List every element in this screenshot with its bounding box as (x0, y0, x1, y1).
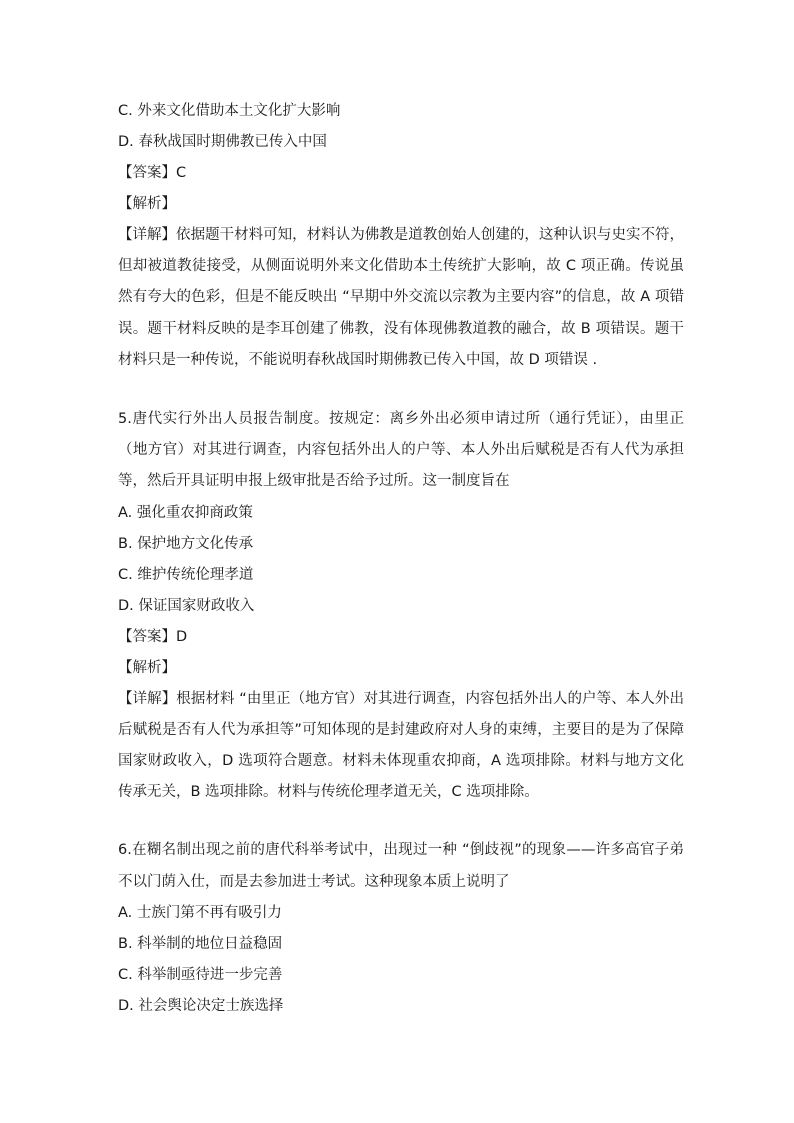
q4-analysis-label: 【解析】 (118, 196, 176, 212)
q5-question: 5.唐代实行外出人员报告制度。按规定：离乡外出必须申请过所（通行凭证），由里正（地方官）对其进行调查，内容包括外出人的户等、本人外出后赋税是否有人代为承担等，然后开具证明申报上级审批是否给予过所。这一制度旨在 (118, 411, 684, 490)
document-page (118, 96, 684, 1022)
q4-answer: 【答案】C (118, 165, 187, 181)
q5-option-b: B. 保护地方文化传承 (118, 535, 254, 552)
q4-option-d: D. 春秋战国时期佛教已传入中国 (118, 134, 327, 150)
spacer (118, 808, 684, 835)
spacer (118, 376, 684, 404)
question-5-block (118, 404, 684, 808)
q6-option-d: D. 社会舆论决定士族选择 (118, 997, 284, 1014)
question-6-block (118, 835, 684, 1021)
question-4-block (118, 96, 684, 376)
q5-option-a: A. 强化重农抑商政策 (118, 504, 253, 521)
q5-analysis-label: 【解析】 (118, 659, 176, 676)
q6-option-a: A. 士族门第不再有吸引力 (118, 904, 282, 921)
q5-option-d: D. 保证国家财政收入 (118, 597, 255, 614)
q6-question: 6.在糊名制出现之前的唐代科举考试中，出现过一种 “倒歧视”的现象——许多高官子弟不以门荫入仕，而是去参加进士考试。这种现象本质上说明了 (118, 842, 684, 890)
q4-detail: 【详解】依据题干材料可知，材料认为佛教是道教创始人创建的，这种认识与史实不符，但却被道教徒接受，从侧面说明外来文化借助本土传统扩大影响，故 C 项正确。传说虽然有夸大的色彩，但是不能反映出 “早期中外交流以宗教为主要内容”的信息，故 A 项错误。题干材料反映的是李耳创建了佛教，没有体现佛教道教的融合，故 B 项错误。题干材料只是一种传说，不能说明春秋战国时期佛教已传入中国，故 D 项错误 . (118, 227, 684, 368)
q6-option-c: C. 科举制亟待进一步完善 (118, 966, 283, 983)
q6-option-b: B. 科举制的地位日益稳固 (118, 935, 283, 952)
q5-option-c: C. 维护传统伦理孝道 (118, 566, 254, 583)
q5-detail: 【详解】根据材料 “由里正（地方官）对其进行调查，内容包括外出人的户等、本人外出后赋税是否有人代为承担等”可知体现的是封建政府对人身的束缚，主要目的是为了保障国家财政收入，D 选项符合题意。材料未体现重农抑商，A 选项排除。材料与地方文化传承无关，B 选项排除。材料与传统伦理孝道无关，C 选项排除。 (118, 690, 684, 801)
q4-option-c: C. 外来文化借助本土文化扩大影响 (118, 103, 341, 119)
q5-answer: 【答案】D (118, 628, 188, 645)
